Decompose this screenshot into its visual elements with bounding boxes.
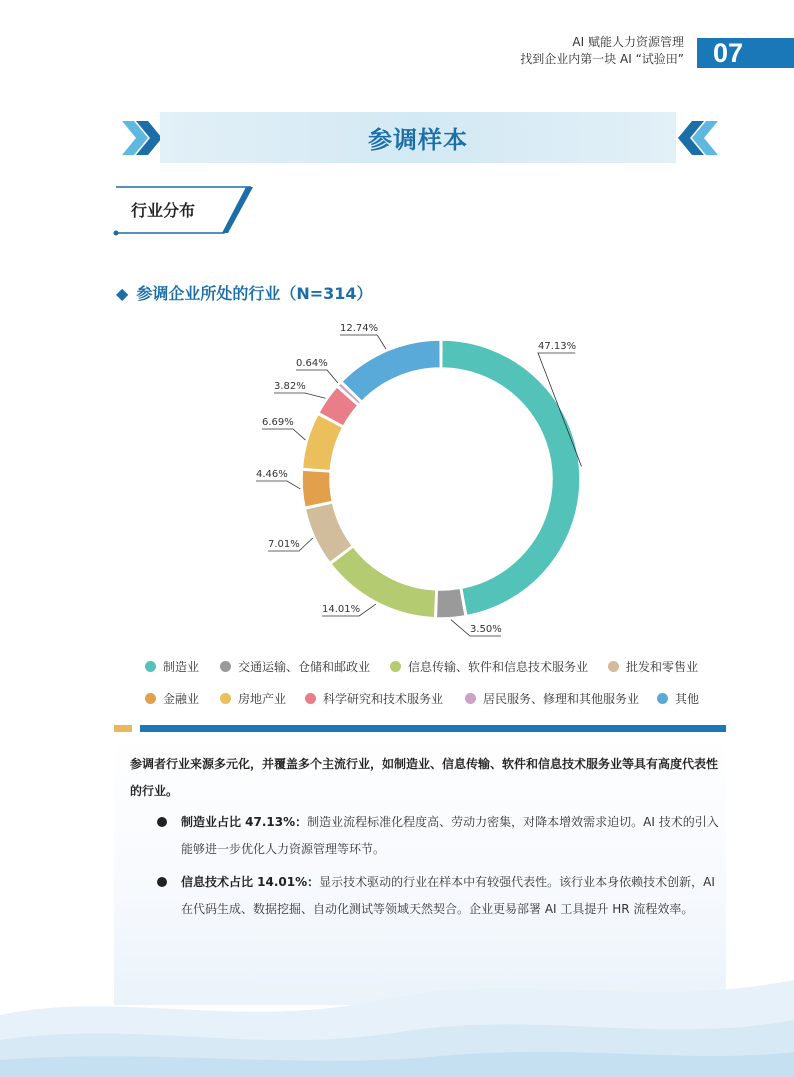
legend-item xyxy=(220,690,286,707)
page-number: 07 xyxy=(697,38,794,68)
chart-heading-text: 参调企业所处的行业（N=314） xyxy=(136,284,373,303)
legend-label: 信息传输、软件和信息技术服务业 xyxy=(408,660,589,674)
legend-label: 居民服务、修理和其他服务业 xyxy=(483,692,640,706)
chevron-left-icon xyxy=(676,119,720,157)
legend-swatch xyxy=(657,693,668,704)
data-label: 0.64% xyxy=(296,358,328,369)
section-title-band xyxy=(160,112,676,163)
donut-slice xyxy=(302,470,332,507)
bottom-wave-decoration xyxy=(0,960,794,1077)
legend-item xyxy=(305,690,443,707)
diamond-icon: ◆ xyxy=(116,284,129,303)
divider-bar xyxy=(140,725,726,732)
legend-swatch xyxy=(145,661,156,672)
data-label: 12.74% xyxy=(340,323,379,334)
legend-swatch xyxy=(608,661,619,672)
leader-line xyxy=(274,393,325,398)
leader-line xyxy=(340,335,386,349)
donut-slice xyxy=(342,340,441,401)
legend-swatch xyxy=(465,693,476,704)
legend-swatch xyxy=(145,693,156,704)
leader-line xyxy=(256,481,300,489)
legend-item xyxy=(390,658,588,675)
data-label: 14.01% xyxy=(322,604,361,615)
data-label: 7.01% xyxy=(268,539,300,550)
legend-item xyxy=(465,690,639,707)
summary-bullet-1 xyxy=(181,809,721,863)
bullet-dot xyxy=(157,817,167,827)
legend-swatch xyxy=(305,693,316,704)
bullet-2-text: 显示技术驱动的行业在样本中有较强代表性。该行业本身依赖技术创新，AI 在代码生成、数据挖掘、自动化测试等领域天然契合。企业更易部署 AI 工具提升 HR 流程效率。 xyxy=(181,875,715,916)
data-label: 47.13% xyxy=(538,341,577,352)
industry-donut-chart xyxy=(0,300,794,640)
bullet-1-bold: 制造业占比 47.13%： xyxy=(181,815,308,829)
data-label: 6.69% xyxy=(262,417,294,428)
section-title: 参调样本 xyxy=(368,126,468,154)
legend-label: 房地产业 xyxy=(238,692,287,706)
legend-item xyxy=(657,690,699,707)
legend-swatch xyxy=(390,661,401,672)
bullet-2-bold: 信息技术占比 14.01%： xyxy=(181,875,320,889)
bullet-1-text: 制造业流程标准化程度高、劳动力密集，对降本增效需求迫切。AI 技术的引入能够进一步优化人力资源管理等环节。 xyxy=(181,815,719,856)
legend-label: 批发和零售业 xyxy=(626,660,699,674)
header-text xyxy=(520,34,684,68)
legend-label: 其他 xyxy=(675,692,700,706)
legend-item xyxy=(608,658,698,675)
leader-line xyxy=(262,429,305,440)
donut-slice xyxy=(442,340,580,616)
divider-accent xyxy=(114,725,132,732)
legend-item xyxy=(145,658,199,675)
bullet-dot xyxy=(157,877,167,887)
data-label: 3.50% xyxy=(470,624,502,635)
legend-item xyxy=(220,658,370,675)
data-label: 3.82% xyxy=(274,381,306,392)
legend-label: 金融业 xyxy=(163,692,200,706)
data-label: 4.46% xyxy=(256,469,288,480)
header-line-1: AI 赋能人力资源管理 xyxy=(572,35,684,49)
legend-label: 交通运输、仓储和邮政业 xyxy=(238,660,371,674)
legend-swatch xyxy=(220,693,231,704)
summary-intro: 参调者行业来源多元化，并覆盖多个主流行业，如制造业、信息传输、软件和信息技术服务业等具有高度代表性的行业。 xyxy=(130,757,719,798)
header-line-2: 找到企业内第一块 AI “试验田” xyxy=(520,52,684,66)
summary-bullet-2 xyxy=(181,869,721,923)
legend-label: 制造业 xyxy=(163,660,200,674)
subsection-tab-label: 行业分布 xyxy=(131,201,196,220)
chevron-right-icon xyxy=(120,119,164,157)
legend-item xyxy=(145,690,199,707)
donut-slice xyxy=(436,588,465,618)
legend-label: 科学研究和技术服务业 xyxy=(323,692,444,706)
legend-swatch xyxy=(220,661,231,672)
